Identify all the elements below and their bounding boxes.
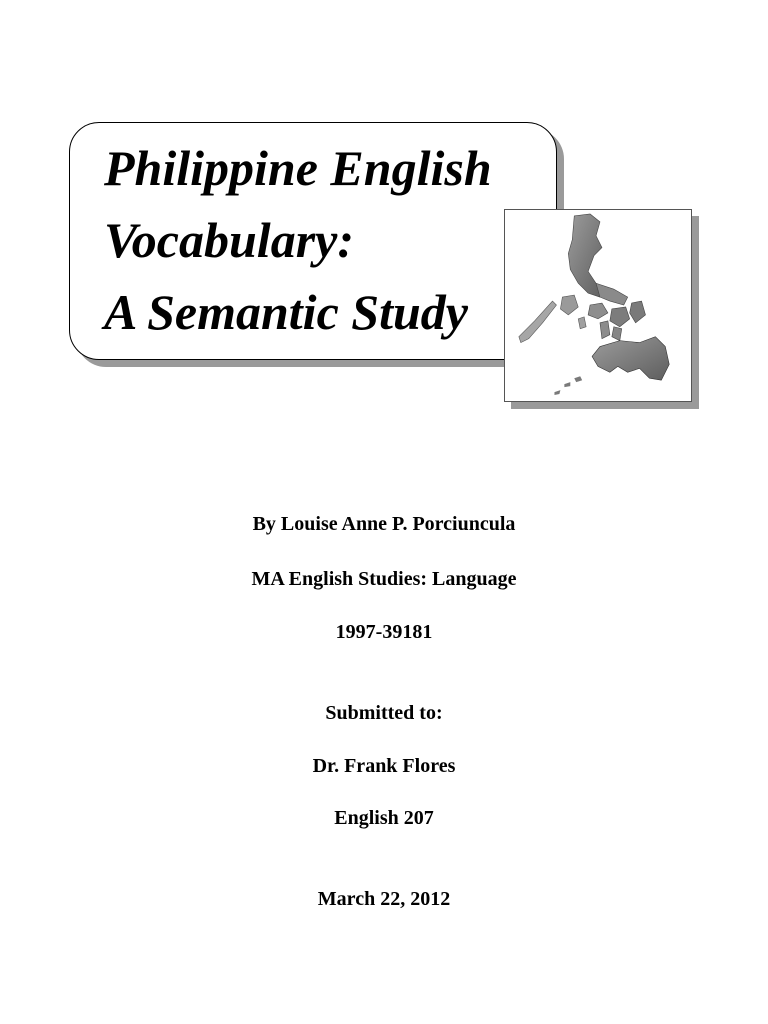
student-number-line: 1997-39181 [335,621,433,643]
program-line: MA English Studies: Language [251,568,517,590]
submitted-to-label: Submitted to: [325,702,443,724]
author-line: By Louise Anne P. Porciuncula [252,513,516,535]
title-line-2: Vocabulary: [104,212,354,268]
course-line: English 207 [334,807,434,829]
date-line: March 22, 2012 [317,888,451,910]
map-image [504,209,692,402]
title-line-3: A Semantic Study [104,284,468,340]
instructor-line: Dr. Frank Flores [312,755,456,777]
philippines-map-icon [505,210,691,401]
title-line-1: Philippine English [104,140,492,196]
